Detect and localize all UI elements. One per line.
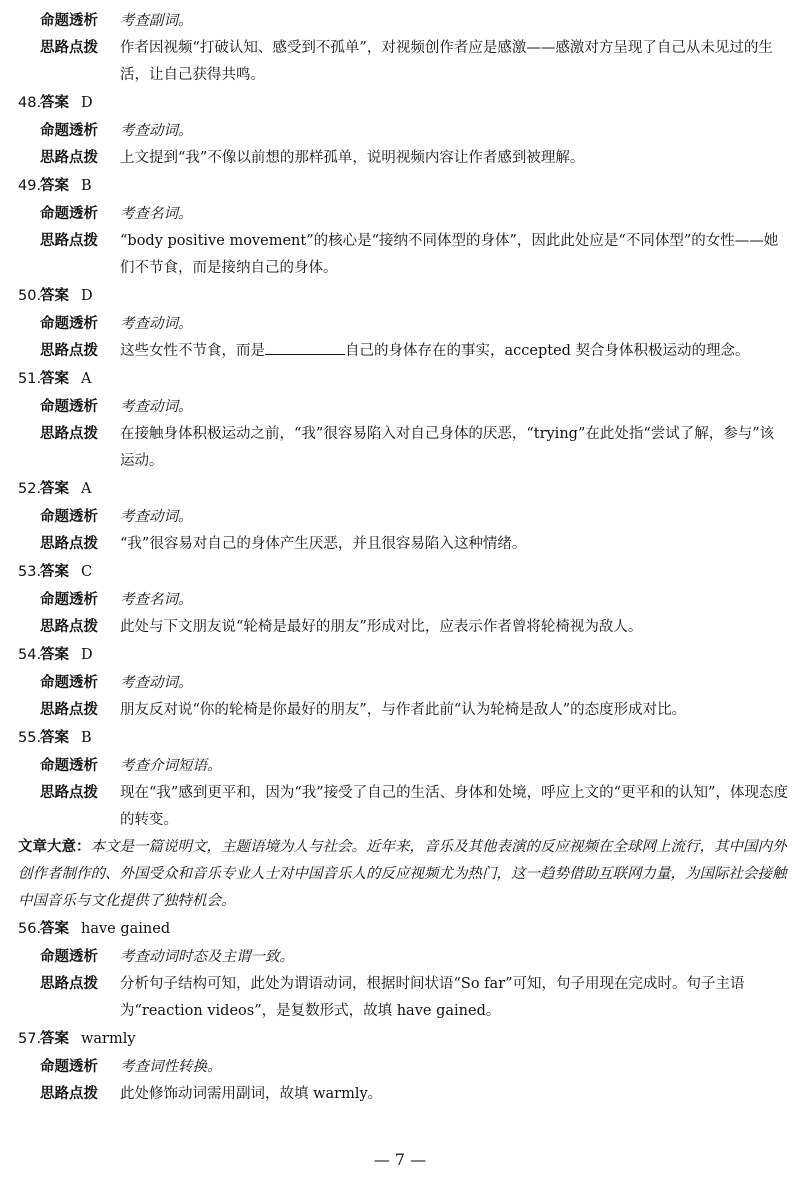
answer-value: A	[81, 481, 92, 497]
hint-text: 此处与下文朋友说“轮椅是最好的朋友”形成对比，应表示作者曾将轮椅视为敌人。	[120, 619, 643, 635]
hint-label: 思路点拨	[40, 702, 98, 718]
hint-label: 思路点拨	[40, 536, 98, 552]
answer-row	[18, 915, 788, 944]
topic-label: 命题透析	[40, 592, 98, 608]
hint-label: 思路点拨	[40, 343, 98, 359]
answer-value: warmly	[81, 1031, 136, 1047]
topic-text: 考查介词短语。	[120, 758, 222, 774]
hint-label: 思路点拨	[40, 233, 98, 249]
passage-summary	[18, 834, 788, 915]
topic-label: 命题透析	[40, 13, 98, 29]
answer-row	[18, 1025, 788, 1054]
answer-row	[18, 724, 788, 753]
question-number: 56.	[18, 921, 42, 937]
topic-text: 考查名词。	[120, 592, 193, 608]
answer-row	[18, 282, 788, 311]
hint-text: 在接触身体积极运动之前，“我”很容易陷入对自己身体的厌恶，“trying”在此处指“尝试了解，参与”该运动。	[120, 426, 775, 469]
hint-label: 思路点拨	[40, 150, 98, 166]
hint-row	[18, 228, 788, 282]
question-number: 53.	[18, 564, 42, 580]
hint-row	[18, 421, 788, 475]
hint-text: 现在“我”感到更平和，因为“我”接受了自己的生活、身体和处境，呼应上文的“更平和的认知”，体现态度的转变。	[120, 785, 788, 828]
hint-label: 思路点拨	[40, 40, 98, 56]
topic-row	[18, 1054, 788, 1081]
hint-text: 作者因视频“打破认知、感受到不孤单”，对视频创作者应是感激——感激对方呈现了自己从未见过的生活，让自己获得共鸣。	[120, 40, 773, 83]
hint-text: 分析句子结构可知，此处为谓语动词，根据时间状语“So far”可知，句子用现在完成时。句子主语为“reaction videos”，是复数形式，故填 have gained。	[120, 976, 745, 1019]
answer-label: 答案	[40, 288, 69, 304]
topic-label: 命题透析	[40, 206, 98, 222]
page-number: — 7 —	[373, 1150, 427, 1169]
topic-row	[18, 394, 788, 421]
question-number: 48.	[18, 95, 42, 111]
question-number: 54.	[18, 647, 42, 663]
topic-text: 考查动词。	[120, 675, 193, 691]
question-number: 57.	[18, 1031, 42, 1047]
answer-value: B	[81, 178, 92, 194]
answer-value: A	[81, 371, 92, 387]
answer-label: 答案	[40, 371, 69, 387]
hint-row	[18, 697, 788, 724]
answer-value: D	[81, 288, 93, 304]
topic-row	[18, 311, 788, 338]
topic-text: 考查动词。	[120, 123, 193, 139]
fill-blank	[265, 340, 345, 355]
topic-text: 考查动词时态及主谓一致。	[120, 949, 294, 965]
topic-label: 命题透析	[40, 123, 98, 139]
topic-row	[18, 8, 788, 35]
answer-value: D	[81, 95, 93, 111]
hint-row	[18, 614, 788, 641]
answer-label: 答案	[40, 1031, 69, 1047]
topic-label: 命题透析	[40, 316, 98, 332]
answer-key-page	[18, 8, 788, 1108]
topic-row	[18, 118, 788, 145]
hint-row	[18, 780, 788, 834]
topic-text: 考查名词。	[120, 206, 193, 222]
answer-row	[18, 641, 788, 670]
hint-label: 思路点拨	[40, 976, 98, 992]
question-number: 51.	[18, 371, 42, 387]
hint-text: 上文提到“我”不像以前想的那样孤单，说明视频内容让作者感到被理解。	[120, 150, 585, 166]
answer-value: D	[81, 647, 93, 663]
question-number: 50.	[18, 288, 42, 304]
answer-label: 答案	[40, 921, 69, 937]
answer-label: 答案	[40, 647, 69, 663]
hint-text: “我”很容易对自己的身体产生厌恶，并且很容易陷入这种情绪。	[120, 536, 527, 552]
hint-text: 朋友反对说“你的轮椅是你最好的朋友”，与作者此前“认为轮椅是敌人”的态度形成对比。	[120, 702, 687, 718]
answer-value: C	[81, 564, 93, 580]
answer-label: 答案	[40, 178, 69, 194]
answer-row	[18, 558, 788, 587]
topic-text: 考查动词。	[120, 399, 193, 415]
topic-text: 考查动词。	[120, 509, 193, 525]
answer-label: 答案	[40, 730, 69, 746]
answer-row	[18, 172, 788, 201]
topic-row	[18, 201, 788, 228]
hint-label: 思路点拨	[40, 426, 98, 442]
topic-row	[18, 504, 788, 531]
answer-value: have gained	[81, 921, 171, 937]
hint-text: 这些女性不节食，而是	[120, 343, 265, 359]
answer-value: B	[81, 730, 92, 746]
hint-text: 自己的身体存在的事实，accepted 契合身体积极运动的理念。	[345, 343, 750, 359]
summary-label: 文章大意：	[18, 839, 91, 855]
hint-row	[18, 1081, 788, 1108]
topic-text: 考查词性转换。	[120, 1059, 222, 1075]
hint-row	[18, 971, 788, 1025]
hint-label: 思路点拨	[40, 785, 98, 801]
answer-label: 答案	[40, 564, 69, 580]
answer-row	[18, 365, 788, 394]
summary-text: 本文是一篇说明文，主题语境为人与社会。近年来，音乐及其他表演的反应视频在全球网上流行，其中国内外创作者制作的、外国受众和音乐专业人士对中国音乐人的反应视频尤为热门，这一趋势借助互联网力量，为国际社会接触中国音乐与文化提供了独特机会。	[18, 839, 787, 909]
topic-label: 命题透析	[40, 399, 98, 415]
hint-label: 思路点拨	[40, 1086, 98, 1102]
topic-label: 命题透析	[40, 509, 98, 525]
hint-text: 此处修饰动词需用副词，故填 warmly。	[120, 1086, 383, 1102]
topic-text: 考查动词。	[120, 316, 193, 332]
hint-row	[18, 145, 788, 172]
topic-label: 命题透析	[40, 758, 98, 774]
answer-label: 答案	[40, 481, 69, 497]
hint-row	[18, 531, 788, 558]
question-number: 52.	[18, 481, 42, 497]
hint-row	[18, 338, 788, 365]
question-number: 55.	[18, 730, 42, 746]
hint-label: 思路点拨	[40, 619, 98, 635]
topic-row	[18, 587, 788, 614]
answer-label: 答案	[40, 95, 69, 111]
topic-label: 命题透析	[40, 675, 98, 691]
topic-text: 考查副词。	[120, 13, 193, 29]
answer-row	[18, 89, 788, 118]
hint-text: “body positive movement”的核心是“接纳不同体型的身体”，因此此处应是“不同体型”的女性——她们不节食，而是接纳自己的身体。	[120, 233, 779, 276]
topic-label: 命题透析	[40, 949, 98, 965]
topic-label: 命题透析	[40, 1059, 98, 1075]
question-number: 49.	[18, 178, 42, 194]
topic-row	[18, 753, 788, 780]
answer-row	[18, 475, 788, 504]
topic-row	[18, 944, 788, 971]
topic-row	[18, 670, 788, 697]
hint-row	[18, 35, 788, 89]
